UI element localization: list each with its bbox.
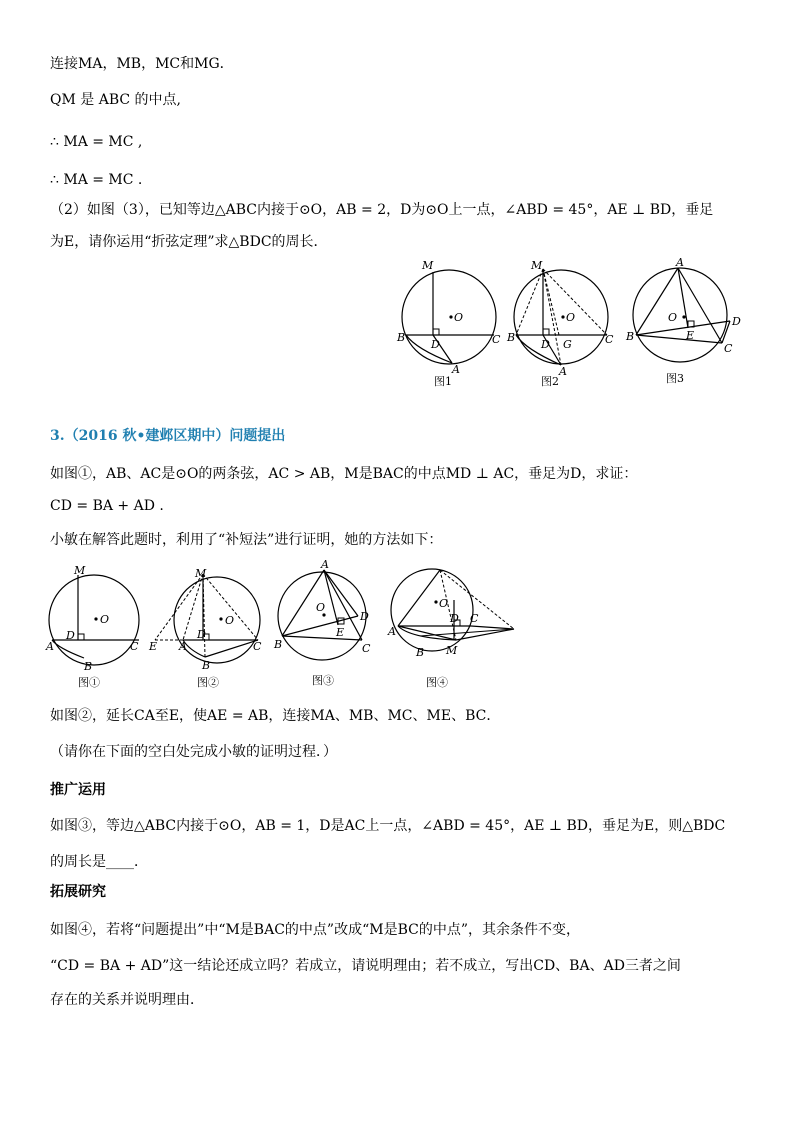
label-B: B	[507, 331, 516, 344]
text-line-14: 如图③，等边△ABC内接于⊙O，AB = 1，D是AC上一点，∠ABD = 45°，AE ⊥ BD，垂足为E，则△BDC	[50, 818, 726, 834]
text-line-11: 如图②，延长CA至E，使AE = AB，连接MA、MB、MC、ME、BC．	[50, 708, 501, 724]
label-A: A	[388, 625, 396, 638]
text-line-2: QM 是 ABC 的中点,	[50, 92, 181, 108]
text-line-15: 的周长是____．	[50, 854, 148, 870]
label-M: M	[74, 564, 86, 577]
label-C: C	[724, 342, 733, 355]
text-line-6: 为E，请你运用“折弦定理”求△BDC的周长．	[50, 234, 328, 250]
label-C: C	[492, 333, 501, 346]
label-A: A	[321, 558, 329, 571]
label-O: O	[454, 311, 464, 324]
section-heading-expand: 拓展研究	[50, 884, 106, 900]
text-line-18: “CD = BA + AD”这一结论还成立吗？若成立，请说明理由；若不成立，写出CD、BA、AD三者之间	[50, 958, 681, 974]
label-D: D	[66, 629, 75, 642]
label-B: B	[416, 646, 425, 659]
label-M: M	[531, 259, 543, 272]
label-D: D	[541, 338, 550, 351]
label-B: B	[397, 331, 406, 344]
label-C: C	[470, 612, 479, 625]
label-D: D	[431, 338, 440, 351]
label-A: A	[179, 640, 187, 653]
figure-caption: 图②	[197, 676, 219, 689]
label-D: D	[360, 610, 369, 623]
label-A: A	[676, 256, 684, 269]
label-O: O	[316, 601, 326, 614]
label-B: B	[202, 659, 211, 672]
label-A: A	[46, 640, 54, 653]
figure-bottom-2	[145, 562, 270, 694]
label-E: E	[686, 329, 695, 342]
label-A: A	[559, 365, 567, 378]
label-O: O	[100, 613, 110, 626]
label-B: B	[274, 638, 283, 651]
label-D: D	[732, 315, 741, 328]
label-C: C	[130, 640, 139, 653]
text-line-17: 如图④，若将“问题提出”中“M是BAC的中点”改成“M是BC的中点”，其余条件不变，	[50, 922, 580, 938]
text-line-12: （请你在下面的空白处完成小敏的证明过程．）	[50, 744, 337, 760]
figure-caption: 图①	[78, 676, 100, 689]
label-O: O	[439, 597, 449, 610]
label-C: C	[362, 642, 371, 655]
label-B: B	[626, 330, 635, 343]
label-M: M	[422, 259, 434, 272]
figure-top-1	[394, 255, 509, 390]
figure-caption: 图3	[666, 372, 684, 385]
label-O: O	[668, 311, 678, 324]
text-line-3: ∴ MA = MC ,	[50, 134, 143, 150]
label-D: D	[197, 628, 206, 641]
figure-caption: 图1	[434, 375, 452, 388]
label-E: E	[336, 626, 345, 639]
label-C: C	[605, 333, 614, 346]
label-G: G	[563, 338, 572, 351]
text-line-8: 如图①，AB、AC是⊙O的两条弦，AC > AB，M是BAC的中点MD ⊥ AC，垂足为D，求证：	[50, 466, 638, 482]
label-B: B	[84, 660, 93, 673]
text-line-19: 存在的关系并说明理由．	[50, 992, 204, 1008]
section-heading-promote: 推广运用	[50, 782, 106, 798]
figure-bottom-4	[382, 562, 522, 694]
label-M: M	[195, 567, 207, 580]
text-line-1: 连接MA，MB，MC和MG．	[50, 56, 234, 72]
figure-top-2	[503, 255, 618, 390]
figure-caption: 图④	[426, 676, 448, 689]
section-heading-3: 3.（2016 秋•建邺区期中）问题提出	[50, 428, 286, 444]
label-D: D	[450, 612, 459, 625]
label-C: C	[253, 640, 262, 653]
label-O: O	[225, 614, 235, 627]
text-line-10: 小敏在解答此题时，利用了“补短法”进行证明，她的方法如下：	[50, 532, 443, 548]
label-O: O	[566, 311, 576, 324]
figure-bottom-1	[44, 562, 150, 694]
text-line-4: ∴ MA = MC .	[50, 172, 143, 188]
label-E: E	[149, 640, 158, 653]
figure-top-3	[622, 255, 747, 390]
text-line-5: （2）如图（3），已知等边△ABC内接于⊙O，AB = 2，D为⊙O上一点，∠ABD = 45°，AE ⊥ BD，垂足	[50, 202, 714, 218]
label-A: A	[452, 363, 460, 376]
label-M: M	[446, 644, 458, 657]
text-line-9: CD = BA + AD .	[50, 498, 164, 514]
figure-caption: 图③	[312, 674, 334, 687]
figure-bottom-3	[270, 558, 380, 690]
figure-caption: 图2	[541, 375, 559, 388]
